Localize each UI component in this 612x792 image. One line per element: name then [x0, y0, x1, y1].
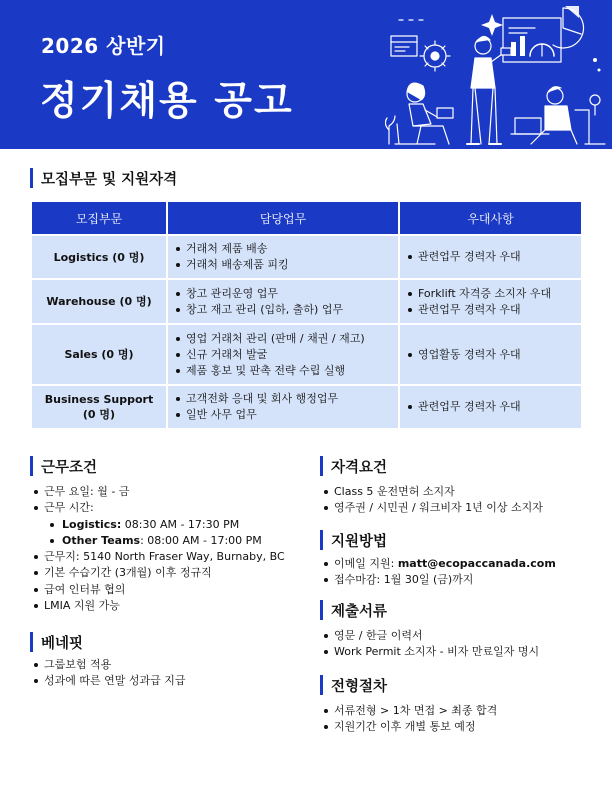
header-banner — [0, 0, 612, 149]
section-accent-bar — [320, 600, 323, 620]
office-workers-illustration — [385, 0, 612, 149]
list-item: 영업 거래처 관리 (판매 / 채권 / 재고) — [186, 331, 398, 347]
duties-cell — [167, 324, 399, 385]
column-header-preferences: 우대사항 — [399, 201, 582, 235]
category-cell: Business Support (0 명) — [31, 385, 167, 429]
category-cell: Sales (0 명) — [31, 324, 167, 385]
process-section-header — [320, 675, 387, 695]
section-accent-bar — [320, 675, 323, 695]
list-item: 일반 사무 업무 — [186, 407, 398, 423]
other-teams-hours-item — [30, 533, 310, 549]
list-item: 서류전형 > 1차 면접 > 최종 합격 — [320, 703, 600, 719]
requirements-section-header — [320, 456, 387, 476]
list-item: 고객전화 응대 및 회사 행정업무 — [186, 391, 398, 407]
table-header-row — [31, 201, 582, 235]
logistics-hours-item — [30, 517, 310, 533]
column-header-category: 모집부문 — [31, 201, 167, 235]
table-row — [31, 235, 582, 279]
other-teams-hours-label: Other Teams — [62, 533, 141, 547]
section-accent-bar — [320, 530, 323, 550]
apply-section-header — [320, 530, 387, 550]
table-row — [31, 324, 582, 385]
other-teams-hours-value: : 08:00 AM - 17:00 PM — [140, 533, 262, 547]
work-location-item: 근무지: 5140 North Fraser Way, Burnaby, BC — [30, 549, 310, 565]
table-row — [31, 385, 582, 429]
list-item: 성과에 따른 연말 성과급 지급 — [30, 673, 310, 689]
table-row — [31, 279, 582, 324]
documents-list — [320, 628, 600, 661]
column-header-duties: 담당업무 — [167, 201, 399, 235]
section-accent-bar — [320, 456, 323, 476]
section-accent-bar — [30, 168, 33, 188]
logistics-hours-label: Logistics: — [62, 517, 122, 531]
requirements-list — [320, 484, 590, 517]
process-section-title: 전형절차 — [331, 678, 388, 695]
category-cell: Logistics (0 명) — [31, 235, 167, 279]
apply-section-title: 지원방법 — [331, 533, 388, 550]
email-item — [320, 556, 600, 572]
lmia-item: LMIA 지원 가능 — [30, 598, 310, 614]
list-item: 신규 거래처 발굴 — [186, 347, 398, 363]
benefits-section-title: 베네핏 — [41, 635, 84, 652]
list-item: 지원기간 이후 개별 통보 예정 — [320, 719, 600, 735]
logistics-hours-value: 08:30 AM - 17:30 PM — [121, 517, 240, 531]
preferences-cell — [399, 235, 582, 279]
duties-cell — [167, 235, 399, 279]
apply-list — [320, 556, 600, 589]
salary-item: 급여 인터뷰 협의 — [30, 582, 310, 598]
duties-cell — [167, 279, 399, 324]
list-item: 창고 관리운영 업무 — [186, 286, 398, 302]
recruitment-section-header — [30, 168, 177, 188]
conditions-list — [30, 484, 310, 614]
list-item: 제품 홍보 및 판촉 전략 수립 실행 — [186, 363, 398, 379]
process-list — [320, 703, 600, 736]
list-item: 창고 재고 관리 (입하, 출하) 업무 — [186, 302, 398, 318]
banner-title: 정기채용 공고 — [40, 79, 294, 124]
preferences-cell — [399, 385, 582, 429]
probation-item: 기본 수습기간 (3개월) 이후 정규직 — [30, 565, 310, 581]
banner-subtitle: 2026 상반기 — [41, 34, 166, 58]
category-cell: Warehouse (0 명) — [31, 279, 167, 324]
list-item: 거래처 제품 배송 — [186, 241, 398, 257]
benefits-section-header — [30, 632, 83, 652]
list-item: Class 5 운전면허 소지자 — [320, 484, 590, 500]
list-item: 영주권 / 시민권 / 워크비자 1년 이상 소지자 — [320, 500, 590, 516]
list-item: Forklift 자격증 소지자 우대 — [418, 286, 581, 302]
list-item: Work Permit 소지자 - 비자 만료일자 명시 — [320, 644, 600, 660]
work-hours-item: 근무 시간: — [30, 500, 310, 516]
list-item: 영업활동 경력자 우대 — [418, 347, 581, 363]
deadline-item: 접수마감: 1월 30일 (금)까지 — [320, 572, 600, 588]
email-address[interactable]: matt@ecopaccanada.com — [397, 557, 556, 570]
preferences-cell — [399, 279, 582, 324]
recruitment-table — [30, 200, 583, 430]
list-item: 관련업무 경력자 우대 — [418, 302, 581, 318]
work-days-item: 근무 요일: 월 - 금 — [30, 484, 310, 500]
duties-cell — [167, 385, 399, 429]
documents-section-title: 제출서류 — [331, 603, 388, 620]
conditions-section-header — [30, 456, 97, 476]
list-item: 거래처 배송제품 피킹 — [186, 257, 398, 273]
benefits-list — [30, 657, 310, 690]
recruitment-section-title: 모집부문 및 지원자격 — [41, 171, 178, 188]
list-item: 관련업무 경력자 우대 — [418, 249, 581, 265]
list-item: 영문 / 한글 이력서 — [320, 628, 600, 644]
section-accent-bar — [30, 456, 33, 476]
section-accent-bar — [30, 632, 33, 652]
requirements-section-title: 자격요건 — [331, 459, 388, 476]
list-item: 그룹보험 적용 — [30, 657, 310, 673]
preferences-cell — [399, 324, 582, 385]
conditions-section-title: 근무조건 — [41, 459, 98, 476]
documents-section-header — [320, 600, 387, 620]
list-item: 관련업무 경력자 우대 — [418, 399, 581, 415]
email-label: 이메일 지원: — [334, 557, 398, 570]
